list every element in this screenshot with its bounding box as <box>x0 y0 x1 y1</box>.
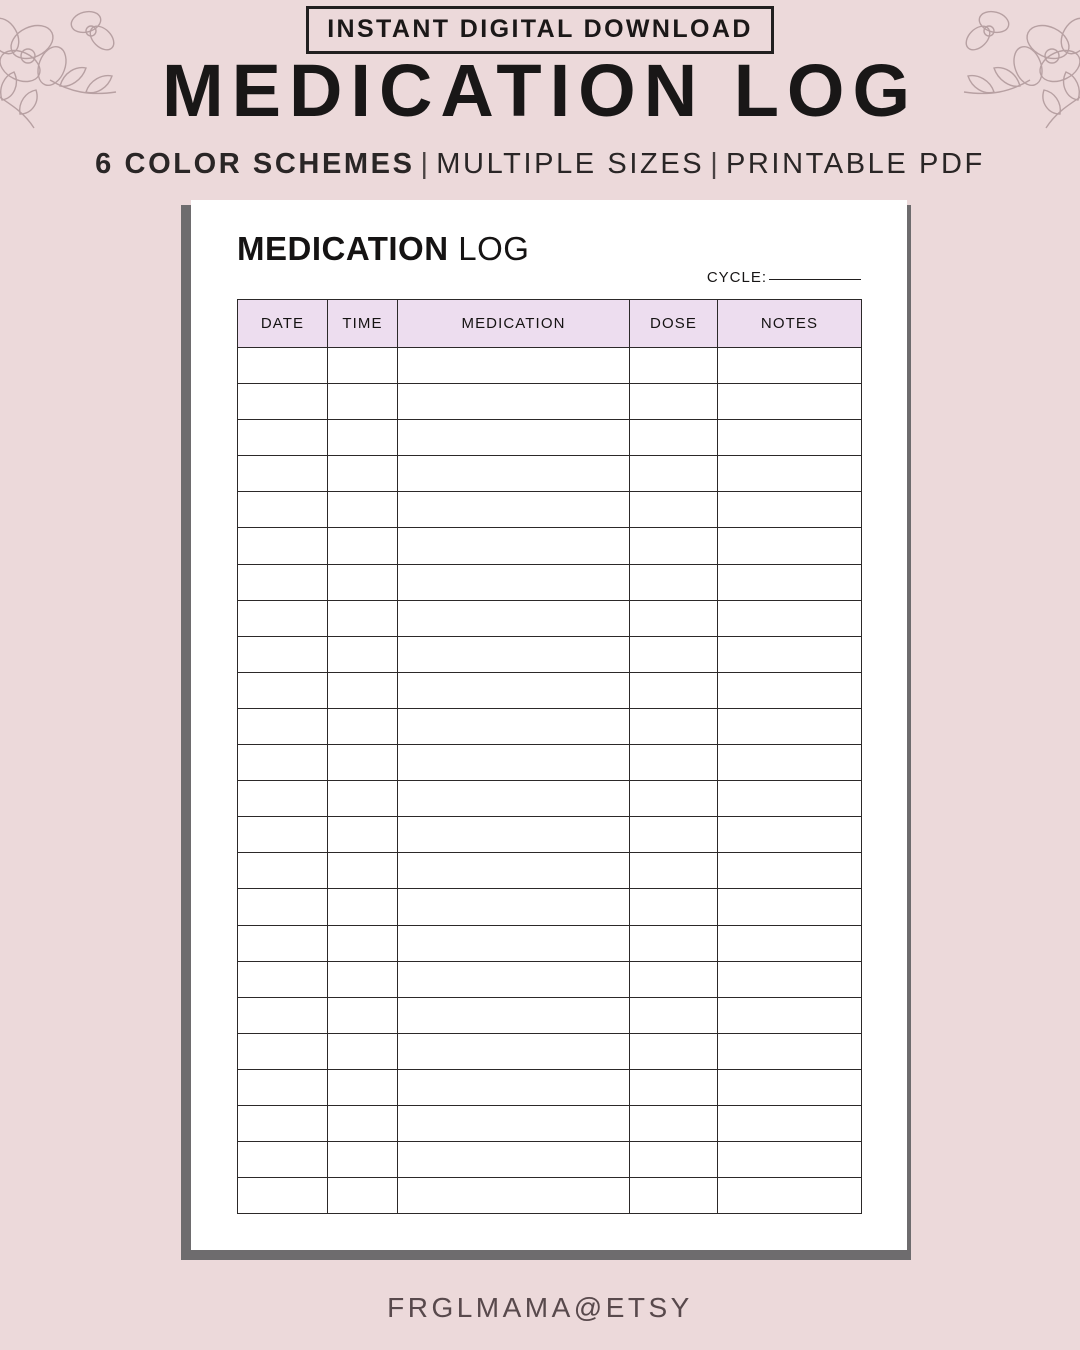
table-cell[interactable] <box>718 600 862 636</box>
table-cell[interactable] <box>328 925 398 961</box>
table-cell[interactable] <box>398 492 630 528</box>
table-cell[interactable] <box>328 528 398 564</box>
table-cell[interactable] <box>398 636 630 672</box>
table-cell[interactable] <box>398 817 630 853</box>
table-cell[interactable] <box>630 1142 718 1178</box>
table-cell[interactable] <box>630 1178 718 1214</box>
table-cell[interactable] <box>238 997 328 1033</box>
sheet-title <box>237 230 529 268</box>
table-cell[interactable] <box>238 1033 328 1069</box>
table-row <box>238 961 862 997</box>
table-cell[interactable] <box>238 456 328 492</box>
table-cell[interactable] <box>718 1105 862 1141</box>
table-cell[interactable] <box>328 384 398 420</box>
table-cell[interactable] <box>398 1069 630 1105</box>
table-cell[interactable] <box>398 853 630 889</box>
page-subtitle <box>0 148 1080 181</box>
table-row <box>238 817 862 853</box>
table-cell[interactable] <box>328 672 398 708</box>
table-cell[interactable] <box>238 1069 328 1105</box>
table-cell[interactable] <box>398 961 630 997</box>
table-row <box>238 997 862 1033</box>
table-cell[interactable] <box>398 1105 630 1141</box>
table-row <box>238 600 862 636</box>
table-cell[interactable] <box>630 745 718 781</box>
table-cell[interactable] <box>328 1033 398 1069</box>
table-cell[interactable] <box>328 456 398 492</box>
table-row <box>238 420 862 456</box>
table-cell[interactable] <box>630 925 718 961</box>
table-cell[interactable] <box>328 781 398 817</box>
table-cell[interactable] <box>398 781 630 817</box>
table-cell[interactable] <box>718 456 862 492</box>
table-cell[interactable] <box>328 889 398 925</box>
table-cell[interactable] <box>398 348 630 384</box>
column-header-dose: DOSE <box>630 300 718 348</box>
table-cell[interactable] <box>328 1069 398 1105</box>
column-header-notes: NOTES <box>718 300 862 348</box>
table-cell[interactable] <box>630 672 718 708</box>
table-cell[interactable] <box>718 1178 862 1214</box>
table-row <box>238 925 862 961</box>
table-cell[interactable] <box>718 961 862 997</box>
table-cell[interactable] <box>398 708 630 744</box>
table-cell[interactable] <box>238 708 328 744</box>
table-cell[interactable] <box>718 781 862 817</box>
table-cell[interactable] <box>718 997 862 1033</box>
column-header-medication: MEDICATION <box>398 300 630 348</box>
table-row <box>238 636 862 672</box>
table-row <box>238 1105 862 1141</box>
table-cell[interactable] <box>328 961 398 997</box>
table-cell[interactable] <box>238 961 328 997</box>
table-cell[interactable] <box>238 384 328 420</box>
table-cell[interactable] <box>328 420 398 456</box>
table-row <box>238 745 862 781</box>
table-cell[interactable] <box>630 817 718 853</box>
table-row <box>238 708 862 744</box>
table-cell[interactable] <box>398 672 630 708</box>
column-header-time: TIME <box>328 300 398 348</box>
table-cell[interactable] <box>718 348 862 384</box>
table-cell[interactable] <box>718 1142 862 1178</box>
table-cell[interactable] <box>238 492 328 528</box>
table-cell[interactable] <box>398 456 630 492</box>
sheet-title-bold: MEDICATION <box>237 230 449 267</box>
table-cell[interactable] <box>238 925 328 961</box>
table-cell[interactable] <box>630 997 718 1033</box>
table-cell[interactable] <box>398 889 630 925</box>
table-cell[interactable] <box>238 348 328 384</box>
table-row <box>238 1069 862 1105</box>
table-cell[interactable] <box>328 817 398 853</box>
medication-log-table <box>237 299 862 1214</box>
table-cell[interactable] <box>630 420 718 456</box>
table-cell[interactable] <box>238 781 328 817</box>
table-cell[interactable] <box>630 384 718 420</box>
table-cell[interactable] <box>718 1069 862 1105</box>
table-cell[interactable] <box>718 492 862 528</box>
table-cell[interactable] <box>238 745 328 781</box>
table-row <box>238 853 862 889</box>
subtitle-format: PRINTABLE PDF <box>725 148 985 180</box>
table-cell[interactable] <box>328 997 398 1033</box>
table-cell[interactable] <box>630 528 718 564</box>
medication-log-sheet <box>191 200 907 1250</box>
table-cell[interactable] <box>328 1105 398 1141</box>
table-cell[interactable] <box>398 745 630 781</box>
sheet-header <box>237 230 861 290</box>
table-cell[interactable] <box>630 456 718 492</box>
table-row <box>238 348 862 384</box>
subtitle-sizes: MULTIPLE SIZES <box>436 148 705 180</box>
table-cell[interactable] <box>328 564 398 600</box>
instant-download-badge: INSTANT DIGITAL DOWNLOAD <box>306 6 774 54</box>
subtitle-separator: | <box>710 148 720 180</box>
table-header-row <box>238 300 862 348</box>
table-cell[interactable] <box>718 853 862 889</box>
table-cell[interactable] <box>718 745 862 781</box>
table-cell[interactable] <box>398 384 630 420</box>
table-cell[interactable] <box>718 1033 862 1069</box>
table-cell[interactable] <box>630 1105 718 1141</box>
table-cell[interactable] <box>328 1178 398 1214</box>
table-row <box>238 889 862 925</box>
cycle-label: CYCLE: <box>706 269 767 286</box>
page-title: MEDICATION LOG <box>161 49 919 132</box>
table-cell[interactable] <box>398 600 630 636</box>
table-cell[interactable] <box>718 672 862 708</box>
table-cell[interactable] <box>328 492 398 528</box>
table-cell[interactable] <box>630 348 718 384</box>
table-cell[interactable] <box>630 961 718 997</box>
instant-download-badge-wrap <box>0 6 1080 54</box>
subtitle-separator: | <box>420 148 431 180</box>
table-cell[interactable] <box>328 348 398 384</box>
table-cell[interactable] <box>328 600 398 636</box>
table-row <box>238 528 862 564</box>
cycle-field[interactable] <box>707 268 861 286</box>
table-cell[interactable] <box>398 1142 630 1178</box>
table-cell[interactable] <box>718 528 862 564</box>
table-cell[interactable] <box>630 708 718 744</box>
table-cell[interactable] <box>718 384 862 420</box>
table-cell[interactable] <box>398 564 630 600</box>
table-cell[interactable] <box>630 781 718 817</box>
table-cell[interactable] <box>630 564 718 600</box>
sheet-title-light: LOG <box>458 230 530 267</box>
table-cell[interactable] <box>398 1033 630 1069</box>
table-cell[interactable] <box>238 1105 328 1141</box>
table-cell[interactable] <box>238 600 328 636</box>
table-cell[interactable] <box>238 1142 328 1178</box>
table-cell[interactable] <box>238 889 328 925</box>
table-cell[interactable] <box>630 600 718 636</box>
table-cell[interactable] <box>238 564 328 600</box>
table-cell[interactable] <box>630 1069 718 1105</box>
table-cell[interactable] <box>718 925 862 961</box>
table-cell[interactable] <box>718 564 862 600</box>
table-cell[interactable] <box>238 672 328 708</box>
table-row <box>238 492 862 528</box>
table-row <box>238 384 862 420</box>
table-cell[interactable] <box>718 708 862 744</box>
table-row <box>238 1033 862 1069</box>
table-cell[interactable] <box>630 636 718 672</box>
table-cell[interactable] <box>238 636 328 672</box>
table-cell[interactable] <box>630 1033 718 1069</box>
table-cell[interactable] <box>718 420 862 456</box>
table-row <box>238 564 862 600</box>
shop-credit: FRGLMAMA@ETSY <box>387 1292 693 1323</box>
table-row <box>238 781 862 817</box>
table-cell[interactable] <box>718 889 862 925</box>
table-cell[interactable] <box>238 817 328 853</box>
table-cell[interactable] <box>398 997 630 1033</box>
table-cell[interactable] <box>718 817 862 853</box>
table-cell[interactable] <box>328 853 398 889</box>
table-cell[interactable] <box>238 853 328 889</box>
table-cell[interactable] <box>398 420 630 456</box>
subtitle-color-schemes: 6 COLOR SCHEMES <box>95 148 415 180</box>
table-cell[interactable] <box>238 420 328 456</box>
table-cell[interactable] <box>238 528 328 564</box>
table-cell[interactable] <box>630 492 718 528</box>
table-cell[interactable] <box>328 636 398 672</box>
table-row <box>238 1142 862 1178</box>
table-cell[interactable] <box>398 925 630 961</box>
column-header-date: DATE <box>238 300 328 348</box>
table-cell[interactable] <box>328 708 398 744</box>
table-cell[interactable] <box>718 636 862 672</box>
table-row <box>238 456 862 492</box>
table-cell[interactable] <box>328 745 398 781</box>
table-row <box>238 1178 862 1214</box>
table-row <box>238 672 862 708</box>
table-cell[interactable] <box>630 889 718 925</box>
table-body <box>238 348 862 1214</box>
table-cell[interactable] <box>398 528 630 564</box>
cycle-input-line[interactable] <box>769 268 861 280</box>
table-cell[interactable] <box>398 1178 630 1214</box>
table-cell[interactable] <box>328 1142 398 1178</box>
table-cell[interactable] <box>630 853 718 889</box>
table-cell[interactable] <box>238 1178 328 1214</box>
